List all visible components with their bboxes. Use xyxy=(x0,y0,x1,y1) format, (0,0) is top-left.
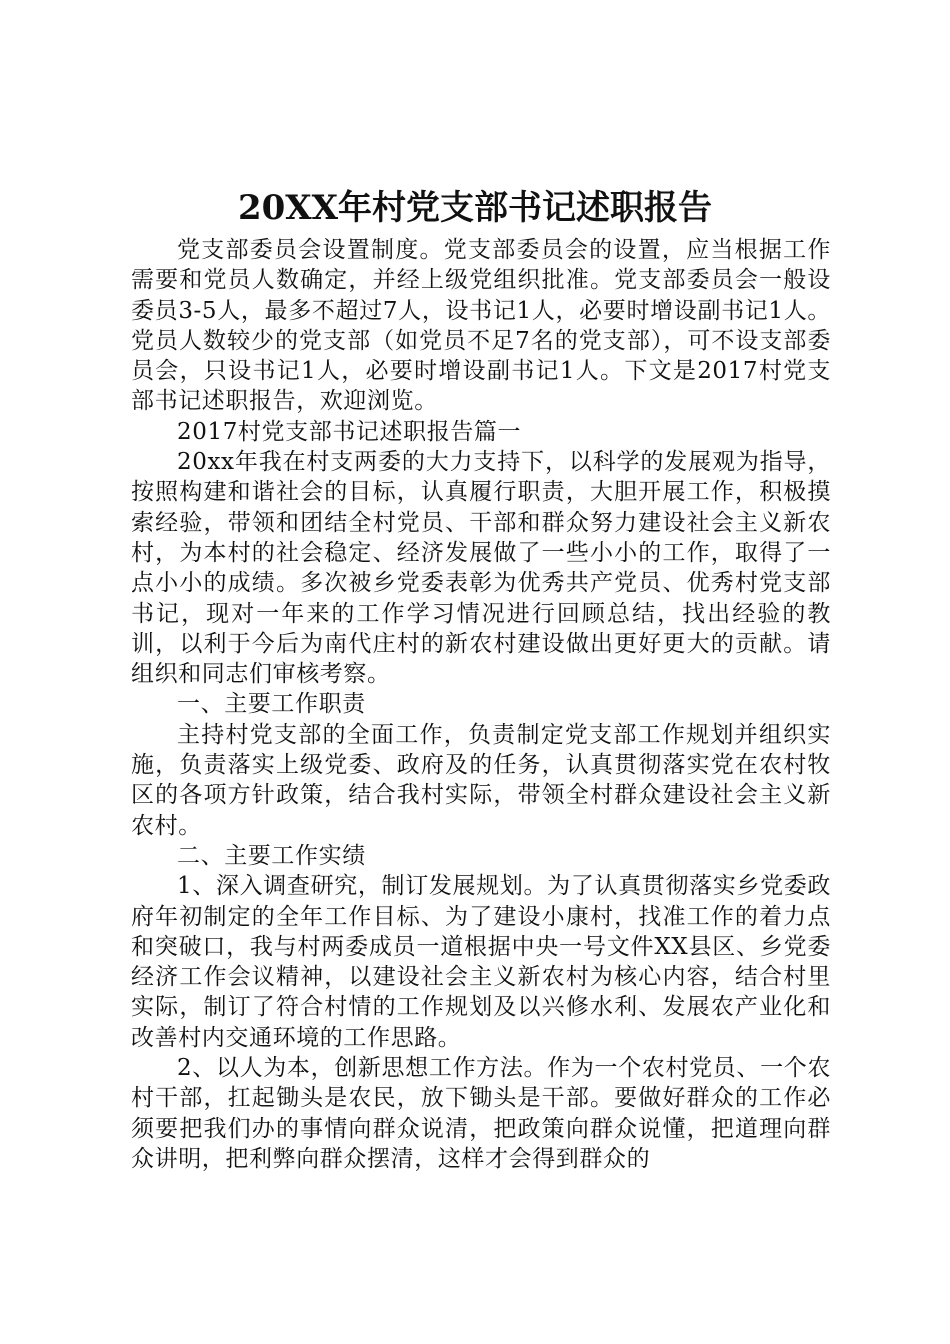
paragraph-duties: 主持村党支部的全面工作，负责制定党支部工作规划并组织实施，负责落实上级党委、政府及的任务，认真贯彻落实党在农村牧区的各项方针政策，结合我村实际，带领全村群众建设社会主义新农村。 xyxy=(131,721,831,839)
document-body xyxy=(131,235,831,1174)
section-heading-part-one: 2017村党支部书记述职报告篇一 xyxy=(177,418,522,445)
paragraph-intro: 党支部委员会设置制度。党支部委员会的设置，应当根据工作需要和党员人数确定，并经上级党组织批准。党支部委员会一般设委员3-5人，最多不超过7人，设书记1人，必要时增设副书记1人。党员人数较少的党支部（如党员不足7名的党支部），可不设支部委员会，只设书记1人，必要时增设副书记1人。下文是2017村党支部书记述职报告，欢迎浏览。 xyxy=(131,237,831,415)
paragraph-achievement-1: 1、深入调查研究，制订发展规划。为了认真贯彻落实乡党委政府年初制定的全年工作目标、为了建设小康村，找准工作的着力点和突破口，我与村两委成员一道根据中央一号文件XX县区、乡党委经济工作会议精神，以建设社会主义新农村为核心内容，结合村里实际，制订了符合村情的工作规划及以兴修水利、发展农产业化和改善村内交通环境的工作思路。 xyxy=(131,873,831,1051)
section-heading-achievements: 二、主要工作实绩 xyxy=(177,842,366,869)
section-heading-duties: 一、主要工作职责 xyxy=(177,691,366,718)
document-title: 20XX年村党支部书记述职报告 xyxy=(237,188,713,228)
paragraph-summary: 20xx年我在村支两委的大力支持下，以科学的发展观为指导，按照构建和谐社会的目标，认真履行职责，大胆开展工作，积极摸索经验，带领和团结全村党员、干部和群众努力建设社会主义新农村，为本村的社会稳定、经济发展做了一些小小的工作，取得了一点小小的成绩。多次被乡党委表彰为优秀共产党员、优秀村党支部书记，现对一年来的工作学习情况进行回顾总结，找出经验的教训，以利于今后为南代庄村的新农村建设做出更好更大的贡献。请组织和同志们审核考察。 xyxy=(131,449,831,688)
paragraph-achievement-2: 2、以人为本，创新思想工作方法。作为一个农村党员、一个农村干部，扛起锄头是农民，放下锄头是干部。要做好群众的工作必须要把我们办的事情向群众说清，把政策向群众说懂，把道理向群众讲明，把利弊向群众摆清，这样才会得到群众的 xyxy=(131,1055,831,1172)
